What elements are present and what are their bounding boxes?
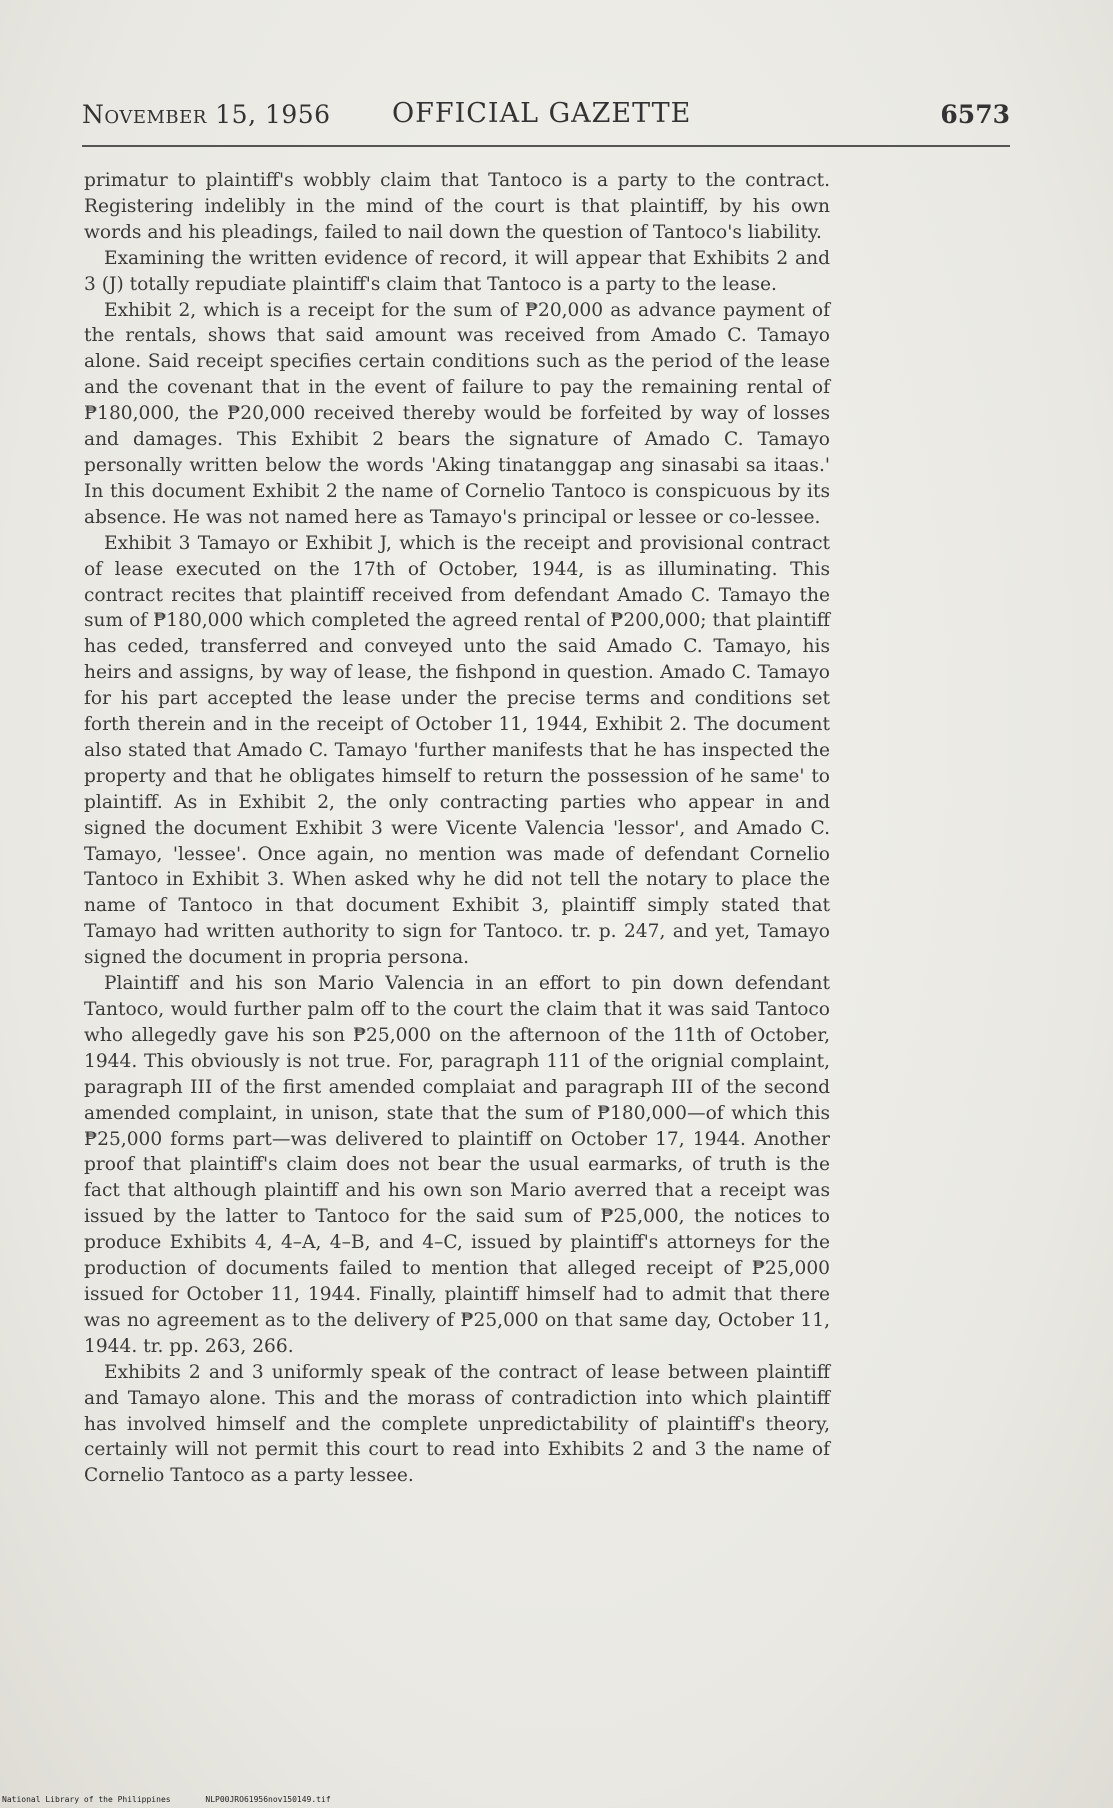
issue-date: November 15, 1956	[82, 100, 331, 129]
paragraph: Exhibit 3 Tamayo or Exhibit J, which is the receipt and provisional contract of lease executed on the 17th of October, 1944, is as illuminating. This contract recites that plaintiff received from defendant Amado C. Tamayo the sum of ₱180,000 which completed the agreed rental of ₱200,000; that plaintiff has ceded, transferred and conveyed unto the said Amado C. Tamayo, his heirs and assigns, by way of lease, the fishpond in question. Amado C. Tamayo for his part accepted the lease under the precise terms and conditions set forth therein and in the receipt of October 11, 1944, Exhibit 2. The document also stated that Amado C. Tamayo 'further manifests that he has inspected the property and that he obligates himself to return the possession of he same' to plaintiff. As in Exhibit 2, the only contracting parties who appear in and signed the document Exhibit 3 were Vicente Valencia 'lessor', and Amado C. Tamayo, 'lessee'. Once again, no mention was made of defendant Cornelio Tantoco in Exhibit 3. When asked why he did not tell the notary to place the name of Tantoco in that document Exhibit 3, plaintiff simply stated that Tamayo had written authority to sign for Tantoco. tr. p. 247, and yet, Tamayo signed the document in propria persona.	[84, 532, 830, 969]
page-header	[82, 96, 1010, 136]
body-text	[84, 168, 830, 1489]
paragraph: Examining the written evidence of record, it will appear that Exhibits 2 and 3 (J) totally repudiate plaintiff's claim that Tantoco is a party to the lease.	[84, 247, 830, 295]
header-rule	[82, 145, 1010, 147]
paragraph: Exhibits 2 and 3 uniformly speak of the contract of lease between plaintiff and Tamayo alone. This and the morass of contradiction into which plaintiff has involved himself and the complete unpredictability of plaintiff's theory, certainly will not permit this court to read into Exhibits 2 and 3 the name of Cornelio Tantoco as a party lessee.	[84, 1361, 830, 1487]
library-credit: National Library of the Philippines	[2, 1795, 171, 1804]
publication-title: OFFICIAL GAZETTE	[392, 98, 692, 129]
scan-footer	[2, 1795, 331, 1804]
paragraph: Exhibit 2, which is a receipt for the sum of ₱20,000 as advance payment of the rentals, shows that said amount was received from Amado C. Tamayo alone. Said receipt specifies certain conditions such as the period of the lease and the covenant that in the event of failure to pay the remaining rental of ₱180,000, the ₱20,000 received thereby would be forfeited by way of losses and damages. This Exhibit 2 bears the signature of Amado C. Tamayo personally written below the words 'Aking tinatanggap ang sinasabi sa itaas.' In this document Exhibit 2 the name of Cornelio Tantoco is conspicuous by its absence. He was not named here as Tamayo's principal or lessee or co-lessee.	[84, 299, 830, 528]
paragraph: Plaintiff and his son Mario Valencia in an effort to pin down defendant Tantoco, would further palm off to the court the claim that it was said Tantoco who allegedly gave his son ₱25,000 on the afternoon of the 11th of October, 1944. This obviously is not true. For, paragraph 111 of the orignial complaint, paragraph III of the first amended complaiat and paragraph III of the second amended complaint, in unison, state that the sum of ₱180,000—of which this ₱25,000 forms part—was delivered to plaintiff on October 17, 1944. Another proof that plaintiff's claim does not bear the usual earmarks, of truth is the fact that although plaintiff and his own son Mario averred that a receipt was issued by the latter to Tantoco for the said sum of ₱25,000, the notices to produce Exhibits 4, 4–A, 4–B, and 4–C, issued by plaintiff's attorneys for the production of documents failed to mention that alleged receipt of ₱25,000 issued for October 11, 1944. Finally, plaintiff himself had to admit that there was no agreement as to the delivery of ₱25,000 on that same day, October 11, 1944. tr. pp. 263, 266.	[84, 973, 830, 1357]
file-id: NLP00JRO61956nov150149.tif	[205, 1795, 331, 1804]
paragraph: primatur to plaintiff's wobbly claim that Tantoco is a party to the contract. Registering indelibly in the mind of the court is that plaintiff, by his own words and his pleadings, failed to nail down the question of Tantoco's liability.	[84, 170, 830, 243]
page-number: 6573	[940, 100, 1010, 129]
